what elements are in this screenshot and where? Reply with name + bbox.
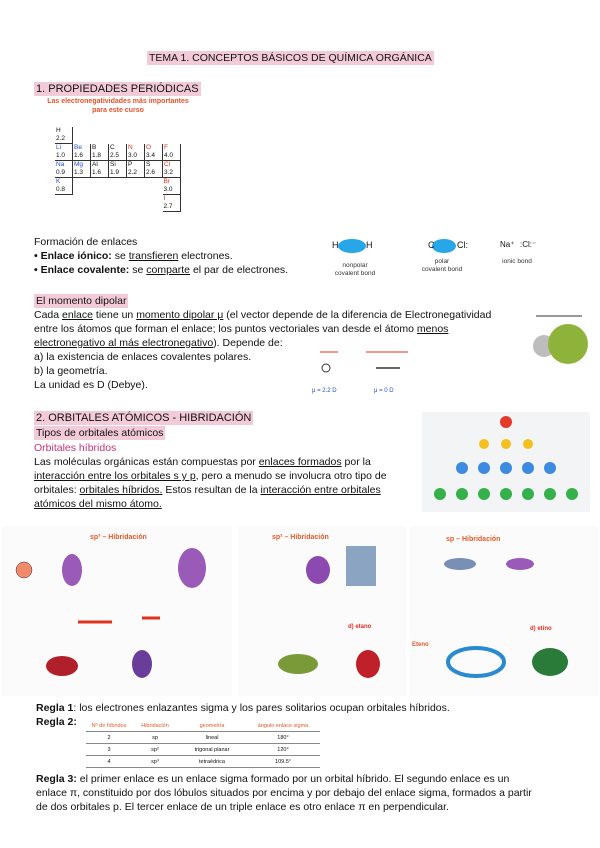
hybridization-figures [2, 526, 598, 696]
caption-line2: para este curso [92, 107, 144, 114]
ionic-u: transfieren [128, 250, 179, 262]
element-cell [127, 161, 145, 178]
element-symbol: Be [74, 143, 82, 151]
hyb-cell: tetraédrica [178, 756, 246, 768]
element-value: 3.0 [128, 151, 138, 159]
element-symbol: P [128, 161, 133, 168]
element-value: 1.3 [74, 169, 84, 176]
hyb-cell: 4 [86, 756, 132, 768]
etano-label: d) etano [348, 624, 372, 630]
empty-cell [145, 127, 163, 144]
empty-cell [91, 178, 109, 195]
na-ion: Na⁺ [500, 240, 515, 249]
empty-cell [109, 127, 127, 144]
hcl-dipole-figure [522, 308, 592, 368]
cov-b: el par de electrones. [190, 264, 289, 276]
hyb-table [86, 720, 320, 768]
element-symbol: B [92, 143, 97, 151]
rule3 [36, 772, 576, 814]
orbital-f7 [566, 488, 578, 500]
sp-hybrid [444, 558, 476, 570]
table-row [86, 732, 320, 744]
empty-cell [145, 178, 163, 195]
o-atom [322, 364, 330, 372]
hyb-th-3: ángulo enlace sigma [246, 720, 320, 732]
hybrid-orbitals-heading: Orbitales híbridos [34, 442, 117, 454]
empty-cell [91, 195, 109, 212]
orbital-d5 [544, 462, 556, 474]
element-symbol: K [56, 178, 61, 185]
element-cell [109, 161, 127, 178]
element-value: 4.0 [164, 151, 174, 159]
element-value: 2.2 [128, 169, 138, 176]
element-value: 1.6 [74, 151, 84, 159]
empty-cell [73, 195, 91, 212]
cov-label: • Enlace covalente: [34, 264, 130, 276]
element-cell [55, 161, 73, 178]
empty-cell [127, 127, 145, 144]
element-value: 2.2 [56, 135, 66, 142]
sp-svg [410, 526, 598, 696]
h-p3b: Estos resultan de la [162, 484, 261, 496]
ionic-label-fig: ionic bond [502, 258, 532, 265]
element-symbol: H [56, 127, 61, 134]
empty-cell [73, 178, 91, 195]
d-p1b: tiene un [92, 309, 137, 321]
element-cell [145, 144, 163, 161]
h-atom-1: H [332, 240, 339, 250]
element-cell [55, 144, 73, 161]
h-p2b: , pero a menudo se involucra otro tipo de [195, 470, 387, 482]
empty-cell [73, 127, 91, 144]
element-cell [163, 161, 181, 178]
rule1-text: : los electrones enlazantes sigma y los pares solitarios ocupan orbitales híbridos. [73, 702, 450, 714]
sp2-hybrid [306, 556, 330, 584]
dipole-heading: El momento dipolar [36, 295, 127, 307]
cl-ion: :Cl:⁻ [520, 240, 537, 249]
element-symbol: O [146, 143, 152, 151]
ionic-label: • Enlace iónico: [34, 250, 112, 262]
d-p2u: menos [416, 323, 449, 335]
element-value: 1.8 [92, 151, 102, 159]
table-row [55, 195, 181, 212]
sp2-title: sp² – Hibridación [272, 534, 329, 541]
orbitals-pyramid-figure [422, 412, 590, 512]
element-value: 2.7 [163, 203, 173, 210]
element-value: 1.6 [92, 169, 102, 176]
element-value: 1.9 [110, 169, 120, 176]
empty-cell [163, 127, 181, 144]
rule3-line2: enlace π, constituido por dos lóbulos situados por encima y por debajo del enlace sigma, formados a partir [36, 787, 532, 799]
bonds-heading: Formación de enlaces [34, 236, 138, 248]
orbital-f2 [456, 488, 468, 500]
d-p3b: ). Depende de: [213, 337, 283, 349]
hybridization-table [86, 720, 320, 768]
polar-l1: polar [434, 258, 450, 265]
element-value: 3.2 [164, 169, 174, 176]
element-cell [163, 144, 181, 161]
element-symbol: Li [56, 144, 62, 151]
sp3-arrow [78, 618, 160, 622]
empty-cell [55, 195, 73, 212]
dipole-molecules-figure [308, 340, 418, 400]
hyb-cell: 120° [246, 744, 320, 756]
orbital-s [500, 416, 512, 428]
d-p1c: (el vector depende de la diferencia de Electronegatividad [223, 309, 492, 321]
hyb-th-2: geometría [178, 720, 246, 732]
hyb-th-0: Nº de híbridos [86, 720, 132, 732]
sp-panel [410, 526, 598, 696]
orbital-p3 [523, 439, 533, 449]
sp3-methane [46, 656, 78, 676]
element-value: 0.9 [56, 169, 66, 176]
element-value: 0.8 [56, 186, 66, 193]
orbitals-pyramid-svg [422, 412, 590, 512]
etino-label: d) etino [530, 626, 552, 632]
sp3-s-orbital [16, 562, 32, 578]
h-atom-2: H [366, 240, 373, 250]
sp2-panel [238, 526, 406, 696]
sp-ethyne-2 [532, 648, 568, 676]
dipole-line2 [34, 322, 524, 336]
element-cell [55, 178, 73, 195]
table-row [55, 127, 181, 144]
ionic-b: electrones. [178, 250, 233, 262]
dipole-a: a) la existencia de enlaces covalentes polares. [34, 351, 252, 363]
orbital-f4 [500, 488, 512, 500]
element-symbol: Br [163, 178, 170, 185]
sp-p [506, 558, 534, 570]
rule3-line3: de dos orbitales p. El tercer enlace de un triple enlace es otro enlace π en perpendicular. [36, 801, 449, 813]
sp-title: sp – Hibridación [446, 536, 501, 543]
element-symbol: C [110, 143, 115, 151]
h-p1u: enlaces formados [258, 456, 342, 468]
dipole-c: La unidad es D (Debye). [34, 379, 148, 391]
rule3-line1 [36, 772, 576, 786]
rule3-l1: el primer enlace es un enlace sigma formado por un orbital híbrido. El segundo enlace es un [76, 773, 510, 785]
mu-1: μ = 2.2 D [312, 388, 337, 394]
element-value: 1.0 [56, 152, 66, 159]
rule1 [36, 701, 450, 715]
element-cell [127, 144, 145, 161]
polar-label [412, 258, 472, 274]
orbital-d2 [478, 462, 490, 474]
orbital-p1 [479, 439, 489, 449]
element-cell [109, 144, 127, 161]
cov-a: se [129, 264, 147, 276]
sp3-p-orbital [62, 554, 82, 586]
covalent-line [34, 263, 288, 277]
table-row [55, 178, 181, 195]
hyb-cell: 3 [86, 744, 132, 756]
element-symbol: Al [92, 161, 98, 168]
d-p1u2: momento dipolar μ [136, 309, 224, 321]
nonpolar-cloud [338, 239, 366, 253]
element-symbol: I [163, 195, 166, 202]
element-value: 3.4 [146, 151, 156, 159]
dipole-line3 [34, 336, 524, 350]
rule3-label: Regla 3: [36, 773, 77, 785]
hyb-cell: trigonal planar [178, 744, 246, 756]
sp3-svg [2, 526, 232, 696]
orbital-f1 [434, 488, 446, 500]
nonpolar-l1: nonpolar [342, 262, 368, 269]
h-p1b: por la [341, 456, 371, 468]
h-p1a: Las moléculas orgánicas están compuestas por [34, 456, 259, 468]
element-value: 2.6 [146, 169, 156, 176]
hybrid-paragraph [34, 455, 414, 511]
empty-cell [127, 178, 145, 195]
bonds-block [34, 235, 288, 277]
sp2-plane [346, 546, 376, 586]
h-line4 [34, 497, 414, 511]
nonpolar-label [320, 262, 390, 278]
c-atom: C [428, 240, 435, 250]
element-value: 3.0 [163, 186, 173, 193]
d-p1u1: enlace [62, 309, 93, 321]
polar-cloud [432, 239, 456, 253]
element-cell [73, 161, 91, 178]
orbital-f3 [478, 488, 490, 500]
empty-cell [127, 195, 145, 212]
orbital-f5 [522, 488, 534, 500]
d-p2: entre los átomos que forman el enlace; los puntos vectoriales van desde el átomo [34, 323, 417, 335]
element-value: 2.5 [110, 151, 120, 159]
cov-u: comparte [146, 264, 191, 276]
orbital-p2 [501, 439, 511, 449]
empty-cell [109, 178, 127, 195]
sp3-tetra [132, 650, 152, 678]
sp-ethyne [448, 648, 504, 676]
sp2-svg [238, 526, 406, 696]
caption-line1: Las electronegatividades más importantes [47, 98, 189, 105]
element-cell [91, 144, 109, 161]
sp2-ethane [356, 650, 380, 678]
h-p3u2: interacción entre orbitales [260, 484, 381, 496]
rule1-label: Regla 1 [36, 702, 74, 714]
dipole-block [34, 294, 524, 392]
h-p3a: orbitales: [34, 484, 80, 496]
element-symbol: F [164, 143, 168, 151]
sp3-panel [2, 526, 232, 696]
h-line2 [34, 469, 414, 483]
hyb-cell: sp [132, 732, 178, 744]
orbital-f6 [544, 488, 556, 500]
h-p4u: atómicos del mismo átomo. [34, 498, 162, 510]
sp2-ethene [278, 654, 318, 674]
empty-cell [109, 195, 127, 212]
d-p3u: electronegativo al más electronegativo [34, 337, 214, 349]
hyb-cell: lineal [178, 732, 246, 744]
element-cell [55, 127, 73, 144]
hyb-cell: 2 [86, 732, 132, 744]
element-cell [91, 161, 109, 178]
dipole-b: b) la geometría. [34, 365, 108, 377]
hcl-svg [522, 308, 592, 368]
periodic-table [55, 127, 181, 212]
hyb-cell: 180° [246, 732, 320, 744]
section2-heading: 2. ORBITALES ATÓMICOS - HIBRIDACIÓN [36, 412, 252, 424]
eteno-label: Eteno [412, 642, 429, 648]
hyb-cell: sp² [132, 744, 178, 756]
element-symbol: Si [110, 161, 116, 168]
table-row [86, 744, 320, 756]
element-symbol: N [128, 143, 133, 151]
electronegativity-table [55, 127, 181, 212]
table-row [55, 161, 181, 178]
dipole-line1 [34, 308, 524, 322]
d-p1a: Cada [34, 309, 63, 321]
empty-cell [91, 127, 109, 144]
element-symbol: Na [56, 161, 65, 168]
element-symbol: Mg [74, 161, 84, 168]
ionic-a: se [111, 250, 129, 262]
sp3-title: sp³ – Hibridación [90, 534, 147, 541]
table-row [86, 756, 320, 768]
hyb-cell: 109.5° [246, 756, 320, 768]
cl-sphere [548, 324, 588, 364]
element-symbol: S [146, 161, 151, 168]
bond-types-figure [320, 234, 560, 284]
empty-cell [145, 195, 163, 212]
electronegativity-caption [34, 97, 202, 115]
orbital-d1 [456, 462, 468, 474]
nonpolar-l2: covalent bond [334, 270, 376, 277]
element-cell [163, 178, 181, 195]
element-cell [163, 195, 181, 212]
cl-atom: Cl: [457, 240, 468, 250]
rule2-label: Regla 2: [36, 716, 77, 728]
element-cell [145, 161, 163, 178]
orbital-d3 [500, 462, 512, 474]
h-p3u1: orbitales híbridos. [79, 484, 163, 496]
orbital-types-subheading: Tipos de orbitales atómicos [36, 427, 164, 439]
sp3-hybrid [178, 548, 206, 588]
polar-l2: covalent bond [421, 266, 463, 273]
mu-2: μ = 0 D [374, 388, 394, 394]
h-line1 [34, 455, 414, 469]
h-p2u: interacción entre los orbitales s y p [34, 470, 196, 482]
orbital-d4 [522, 462, 534, 474]
page-title: TEMA 1. CONCEPTOS BÁSICOS DE QUÍMICA ORGÁNICA [149, 52, 432, 64]
element-cell [73, 144, 91, 161]
hyb-header-row [86, 720, 320, 732]
hyb-th-1: Hibridación [132, 720, 178, 732]
ionic-line [34, 249, 288, 263]
hyb-cell: sp³ [132, 756, 178, 768]
table-row [55, 144, 181, 161]
section1-heading: 1. PROPIEDADES PERIÓDICAS [36, 83, 199, 95]
h-line3 [34, 483, 414, 497]
element-symbol: Cl [164, 161, 171, 168]
